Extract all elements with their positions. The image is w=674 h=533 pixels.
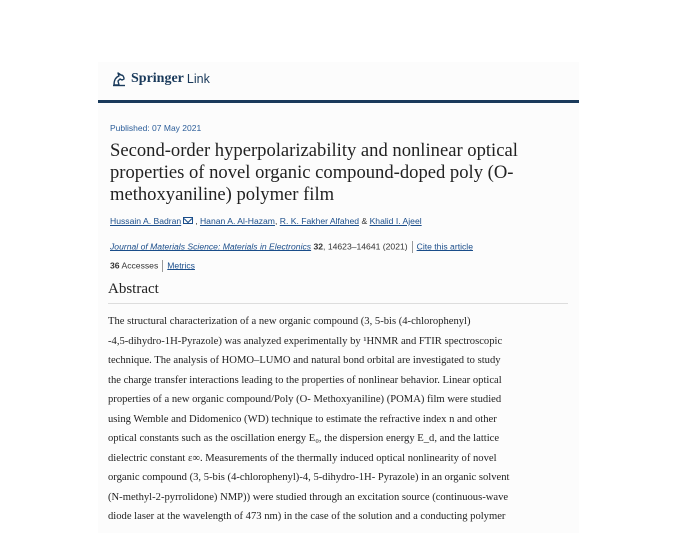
metrics-link[interactable]: Metrics bbox=[167, 260, 195, 271]
author-link[interactable]: Hussain A. Badran bbox=[110, 216, 182, 226]
published-date: Published: 07 May 2021 bbox=[110, 123, 202, 133]
divider bbox=[162, 260, 163, 272]
journal-link[interactable]: Journal of Materials Science: Materials in Electronics bbox=[110, 241, 312, 252]
abstract-line: the charge transfer interactions leading to the properties of nonlinear behavior. Linear optical bbox=[108, 374, 502, 386]
abstract-line: organic compound (3, 5-bis (4-chlorophenyl)-4, 5-dihydro-1H- Pyrazole) in an organic solvent bbox=[108, 472, 510, 483]
abstract-line: dielectric constant ε∞. Measurements of the thermally induced optical nonlinearity of novel bbox=[108, 452, 497, 464]
brand-suffix: Link bbox=[186, 72, 210, 86]
accesses-label: Accesses bbox=[121, 260, 159, 271]
springer-horse-icon bbox=[111, 71, 127, 87]
email-icon[interactable] bbox=[183, 217, 193, 224]
abstract-line: The structural characterization of a new organic compound (3, 5-bis (4-chlorophenyl) bbox=[108, 316, 471, 327]
abstract-line: technique. The analysis of HOMO–LUMO and natural bond orbital are investigated to study bbox=[108, 355, 501, 366]
journal-pages: , 14623–14641 (2021) bbox=[323, 241, 408, 252]
abstract-line: diode laser at the wavelength of 473 nm) in the case of the solution and a conducting polymer bbox=[108, 511, 506, 522]
abstract-line: optical constants such as the oscillation energy E₀, the dispersion energy E_d, and the lattice bbox=[108, 433, 500, 444]
author-link[interactable]: R. K. Fakher Alfahed bbox=[279, 216, 360, 226]
abstract-heading: Abstract bbox=[108, 281, 159, 297]
author-link[interactable]: Hanan A. Al-Hazam bbox=[199, 216, 275, 226]
abstract-divider bbox=[108, 303, 568, 304]
author-and: & bbox=[361, 216, 368, 226]
brand-name: Springer bbox=[131, 71, 184, 86]
article-title: Second-order hyperpolarizability and nonlinear optical properties of novel organic compound-doped poly (O-methoxyaniline) polymer film bbox=[110, 140, 518, 205]
abstract-body bbox=[108, 312, 570, 527]
author-list bbox=[110, 216, 422, 226]
article-card bbox=[98, 62, 579, 533]
citation-line bbox=[110, 241, 473, 253]
abstract-line: (N-methyl-2-pyrrolidone) NMP)) were studied through an excitation source (continuous-wave bbox=[108, 491, 509, 503]
abstract-line: properties of a new organic compound/Poly (O- Methoxyaniline) (POMA) film were studied bbox=[108, 394, 502, 405]
cite-article-link[interactable]: Cite this article bbox=[416, 241, 473, 252]
abstract-line: using Wemble and Didomenico (WD) technique to estimate the refractive index n and other bbox=[108, 413, 497, 425]
metrics-line bbox=[110, 260, 195, 272]
accesses-count: 36 bbox=[110, 260, 120, 271]
springer-link-logo[interactable] bbox=[111, 71, 210, 87]
divider bbox=[412, 241, 413, 253]
site-header bbox=[98, 62, 579, 103]
journal-volume: 32 bbox=[313, 241, 324, 252]
abstract-line: -4,5-dihydro-1H-Pyrazole) was analyzed experimentally by ¹HNMR and FTIR spectroscopic bbox=[108, 335, 503, 347]
author-separator: , bbox=[274, 216, 278, 226]
author-separator: , bbox=[195, 216, 198, 226]
author-link[interactable]: Khalid I. Ajeel bbox=[369, 216, 422, 226]
